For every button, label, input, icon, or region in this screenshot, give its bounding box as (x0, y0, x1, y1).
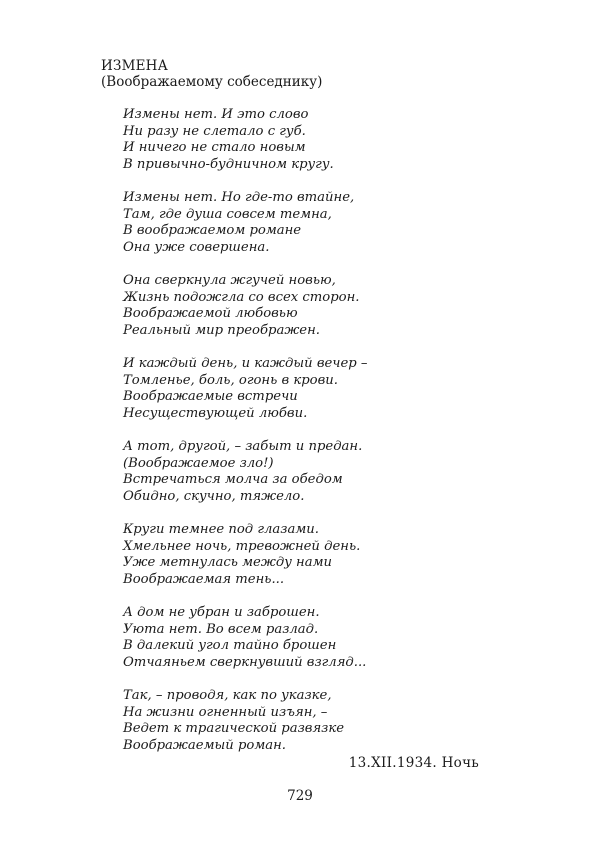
poem-line: (Воображаемое зло!) (123, 455, 274, 471)
poem-line: Воображаемая тень... (123, 571, 285, 587)
poem-line: Ведет к трагической развязке (123, 721, 345, 736)
poem-line: А дом не убран и заброшен. (123, 605, 320, 620)
poem-line: Воображаемый роман. (123, 737, 286, 753)
poem-line: Она сверкнула жгучей новью, (123, 273, 336, 288)
stanza-3 (123, 273, 368, 339)
poem-line: Там, где душа совсем темна, (123, 206, 332, 222)
stanza-7 (123, 605, 368, 671)
poem-subtitle: (Воображаемому собеседнику) (101, 74, 323, 90)
poem-line: И ничего не стало новым (123, 140, 306, 155)
poem-line: Измены нет. Но где-то втайне, (123, 190, 355, 205)
poem-line: Реальный мир преображен. (123, 322, 320, 338)
poem-body (123, 107, 368, 771)
poem-line: Она уже совершена. (123, 239, 270, 255)
poem-date: 13.XII.1934. Ночь (348, 755, 479, 771)
poem-line: Воображаемые встречи (123, 389, 298, 404)
poem-line: Томленье, боль, огонь в крови. (123, 372, 338, 388)
poem-title: ИЗМЕНА (101, 58, 169, 74)
stanza-8 (123, 688, 368, 754)
poem-line: В далекий угол тайно брошен (123, 638, 337, 653)
poem-line: В привычно-будничном кругу. (123, 156, 334, 172)
poem-line: И каждый день, и каждый вечер – (123, 356, 368, 371)
poem-line: А тот, другой, – забыт и предан. (123, 439, 363, 454)
poem-line: Отчаяньем сверкнувший взгляд... (123, 654, 367, 670)
page-number: 729 (287, 788, 313, 804)
poem-line: Уюта нет. Во всем разлад. (123, 621, 319, 637)
poem-line: Круги темнее под глазами. (123, 522, 319, 537)
stanza-6 (123, 522, 368, 588)
poem-line: Жизнь подожгла со всех сторон. (123, 289, 360, 305)
stanza-2 (123, 190, 368, 256)
poem-line: Встречаться молча за обедом (123, 472, 343, 487)
stanza-5 (123, 439, 368, 505)
poem-line: Воображаемой любовью (123, 306, 298, 321)
poem-line: Так, – проводя, как по указке, (123, 688, 332, 703)
stanza-1 (123, 107, 368, 173)
poem-line: Уже метнулась между нами (123, 555, 333, 570)
poem-line: На жизни огненный изъян, – (123, 704, 328, 720)
stanza-4 (123, 356, 368, 422)
poem-line: Несуществующей любви. (123, 405, 308, 421)
poem-line: Ни разу не слетало с губ. (123, 123, 306, 139)
poem-line: Обидно, скучно, тяжело. (123, 488, 305, 504)
poem-line: Хмельнее ночь, тревожней день. (123, 538, 361, 554)
poem-line: В воображаемом романе (123, 223, 302, 238)
poem-line: Измены нет. И это слово (123, 107, 309, 122)
